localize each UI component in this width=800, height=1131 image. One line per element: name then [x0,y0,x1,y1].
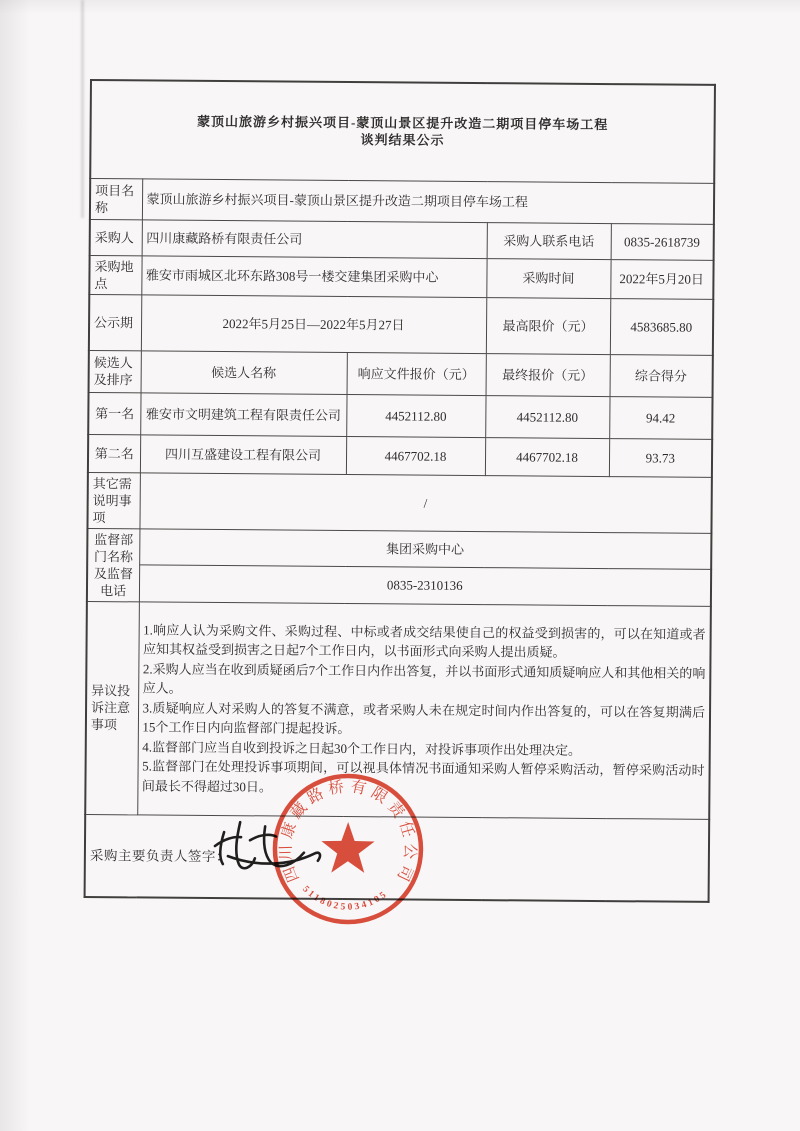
doc-price-header: 响应文件报价（元） [347,352,486,395]
project-name-label: 项目名称 [90,178,142,219]
seal-company-text: 四川康藏路桥有限责任公司 [277,778,419,888]
candidate-2-score: 93.73 [609,438,712,477]
publicity-value: 2022年5月25日—2022年5月27日 [141,294,486,353]
max-price-value: 4583685.80 [610,298,713,355]
purchaser-phone-label: 采购人联系电话 [487,222,611,259]
project-name-row [90,178,714,224]
other-notes-value: / [139,472,711,532]
publicity-row [89,294,713,355]
purchaser-row [90,219,714,260]
objection-item-4: 4.监督部门应当自收到投诉之日起30个工作日内，对投诉事项作出处理决定。 [142,739,582,758]
candidate-2-final-price: 4467702.18 [485,437,609,476]
max-price-label: 最高限价（元） [486,297,610,354]
candidate-name-header: 候选人名称 [141,350,347,394]
project-name-value: 蒙顶山旅游乡村振兴项目-蒙顶山景区提升改造二期项目停车场工程 [142,178,714,223]
signature-label: 采购主要负责人签字： [89,847,230,864]
objection-item-3: 3.质疑响应人对采购人的答复不满意，或者采购人未在规定时间内作出答复的，可以在答复期满后15个工作日内向监督部门提起投诉。 [142,700,706,737]
signature-cell [85,814,710,902]
title-line-2: 谈判结果公示 [360,132,445,149]
objection-row [85,601,711,819]
purchaser-value: 四川康藏路桥有限责任公司 [142,219,487,258]
location-row [89,255,713,299]
candidate-row-2 [88,434,712,477]
objection-text [137,601,711,818]
other-notes-row [87,472,711,533]
seal-number-text: 5118025034105 [300,884,391,913]
announcement-table [84,79,716,903]
supervision-dept-row [87,528,711,569]
paper-top-shading [0,0,800,14]
candidate-1-score: 94.42 [609,396,712,439]
supervision-phone-row [87,564,711,606]
score-header: 综合得分 [610,354,713,397]
document-title [90,80,715,183]
publicity-label: 公示期 [89,294,141,350]
rank-2: 第二名 [88,434,140,472]
candidates-label: 候选人及排序 [89,350,141,392]
candidate-row-1 [88,392,712,439]
title-line-1: 蒙顶山旅游乡村振兴项目-蒙顶山景区提升改造二期项目停车场工程 [196,114,609,133]
scanned-document [84,79,714,913]
title-row [90,80,715,183]
location-label: 采购地点 [89,255,141,294]
purchase-time-label: 采购时间 [486,258,610,298]
candidates-header-row [89,350,713,397]
objection-item-2: 2.采购人应当在收到质疑函后7个工作日内作出答复，并以书面形式通知质疑响应人和其他相关的响应人。 [142,661,706,696]
other-notes-label: 其它需说明事项 [87,472,139,528]
candidate-2-doc-price: 4467702.18 [346,436,485,475]
supervision-label: 监督部门名称及监督电话 [87,528,140,601]
final-price-header: 最终报价（元） [486,353,610,396]
objection-item-5: 5.监督部门在处理投诉事项期间，可以视具体情况书面通知采购人暂停采购活动，暂停采购活动时间最长不得超过30日。 [141,758,705,795]
purchaser-label: 采购人 [90,219,142,255]
objection-item-1: 1.响应人认为采购文件、采购过程、中标或者成交结果使自己的权益受到损害的，可以在知道或者应知其权益受到损害之日起7个工作日内，以书面形式向采购人提出质疑。 [142,622,706,661]
purchase-time-value: 2022年5月20日 [610,259,713,299]
objection-label: 异议投诉注意事项 [85,601,139,814]
supervision-dept-value: 集团采购中心 [139,528,711,568]
paper-edge-shading [0,0,30,1131]
candidate-1-name: 雅安市文明建筑工程有限责任公司 [140,392,346,436]
candidate-1-final-price: 4452112.80 [485,395,609,438]
signature-row [85,814,710,902]
rank-1: 第一名 [88,392,140,434]
purchaser-phone-value: 0835-2618739 [611,223,714,260]
paper-crease [81,0,84,218]
supervision-phone-value: 0835-2310136 [139,564,711,605]
candidate-2-name: 四川互盛建设工程有限公司 [140,434,346,474]
candidate-1-doc-price: 4452112.80 [346,394,485,437]
location-value: 雅安市雨城区北环东路308号一楼交建集团采购中心 [141,255,486,297]
